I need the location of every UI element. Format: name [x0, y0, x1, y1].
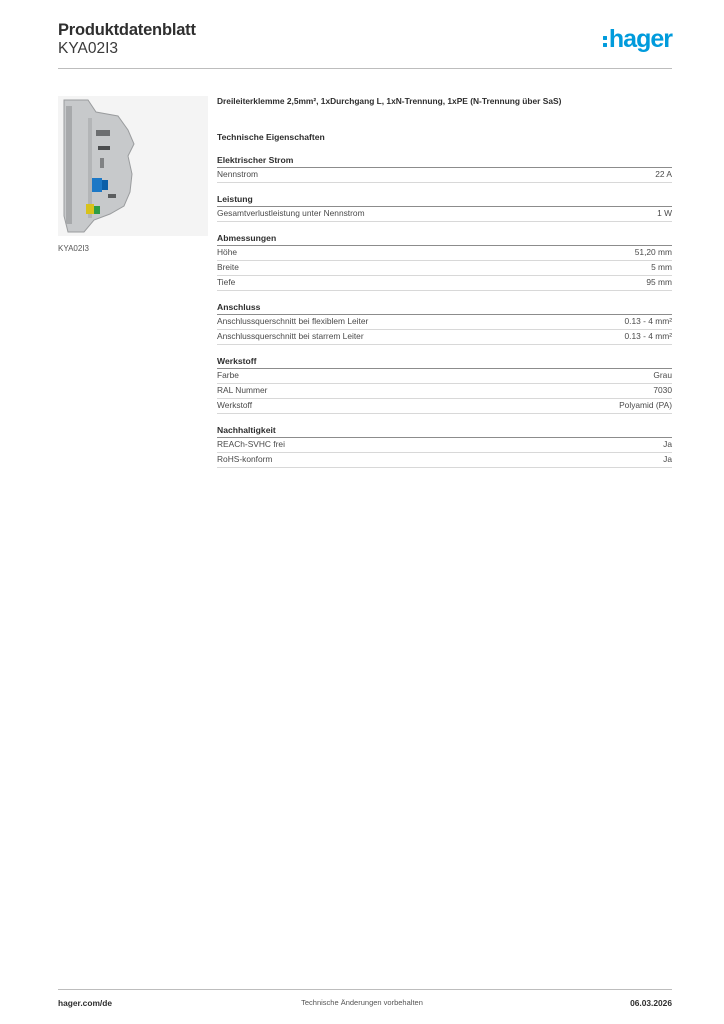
spec-group — [217, 155, 672, 183]
footer-date: 06.03.2026 — [630, 998, 672, 1008]
spec-row — [217, 330, 672, 345]
spec-label: Höhe — [217, 247, 238, 257]
spec-value: 1 W — [657, 208, 672, 218]
spec-label: Farbe — [217, 370, 239, 380]
spec-group-title: Abmessungen — [217, 233, 672, 246]
terminal-block-image — [58, 96, 208, 236]
spec-row — [217, 399, 672, 414]
spec-group-title: Werkstoff — [217, 356, 672, 369]
spec-group-title: Elektrischer Strom — [217, 155, 672, 168]
spec-row — [217, 438, 672, 453]
spec-row — [217, 261, 672, 276]
spec-row — [217, 246, 672, 261]
logo-text: hager — [608, 25, 672, 53]
spec-group-title: Nachhaltigkeit — [217, 425, 672, 438]
product-image — [58, 96, 208, 236]
footer-disclaimer: Technische Änderungen vorbehalten — [301, 998, 423, 1007]
product-sku: KYA02I3 — [58, 40, 119, 57]
spec-value: 22 A — [655, 169, 672, 179]
spec-label: RoHS-konform — [217, 454, 273, 464]
spec-row — [217, 453, 672, 468]
spec-row — [217, 168, 672, 183]
product-description: Dreileiterklemme 2,5mm², 1xDurchgang L, 1xN-Trennung, 1xPE (N-Trennung über SaS) — [217, 96, 562, 106]
section-heading: Technische Eigenschaften — [217, 132, 325, 142]
spec-value: 0.13 - 4 mm² — [624, 331, 672, 341]
spec-value: 51,20 mm — [634, 247, 672, 257]
footer-divider — [58, 989, 672, 990]
spec-label: Anschlussquerschnitt bei starrem Leiter — [217, 331, 364, 341]
spec-group — [217, 194, 672, 222]
hager-logo — [603, 27, 672, 52]
spec-value: 95 mm — [646, 277, 672, 287]
logo-dots-icon — [603, 36, 607, 47]
spec-group — [217, 425, 672, 468]
spec-row — [217, 315, 672, 330]
spec-label: Nennstrom — [217, 169, 258, 179]
spec-row — [217, 276, 672, 291]
spec-row — [217, 207, 672, 222]
spec-value: Grau — [653, 370, 672, 380]
footer-website: hager.com/de — [58, 998, 112, 1008]
image-caption: KYA02I3 — [58, 244, 89, 253]
spec-group-title: Leistung — [217, 194, 672, 207]
spec-row — [217, 384, 672, 399]
page-title: Produktdatenblatt — [58, 21, 196, 39]
spec-value: 0.13 - 4 mm² — [624, 316, 672, 326]
spec-value: 7030 — [653, 385, 672, 395]
spec-group — [217, 233, 672, 291]
spec-content — [217, 96, 672, 479]
spec-label: RAL Nummer — [217, 385, 268, 395]
spec-group — [217, 302, 672, 345]
spec-value: 5 mm — [651, 262, 672, 272]
spec-groups — [217, 155, 672, 468]
spec-value: Ja — [663, 439, 672, 449]
spec-row — [217, 369, 672, 384]
spec-group — [217, 356, 672, 414]
spec-label: Breite — [217, 262, 239, 272]
spec-label: Tiefe — [217, 277, 236, 287]
spec-label: REACh-SVHC frei — [217, 439, 285, 449]
header-divider — [58, 68, 672, 69]
spec-value: Polyamid (PA) — [619, 400, 672, 410]
spec-label: Werkstoff — [217, 400, 253, 410]
spec-label: Gesamtverlustleistung unter Nennstrom — [217, 208, 365, 218]
spec-value: Ja — [663, 454, 672, 464]
spec-label: Anschlussquerschnitt bei flexiblem Leiter — [217, 316, 369, 326]
spec-group-title: Anschluss — [217, 302, 672, 315]
